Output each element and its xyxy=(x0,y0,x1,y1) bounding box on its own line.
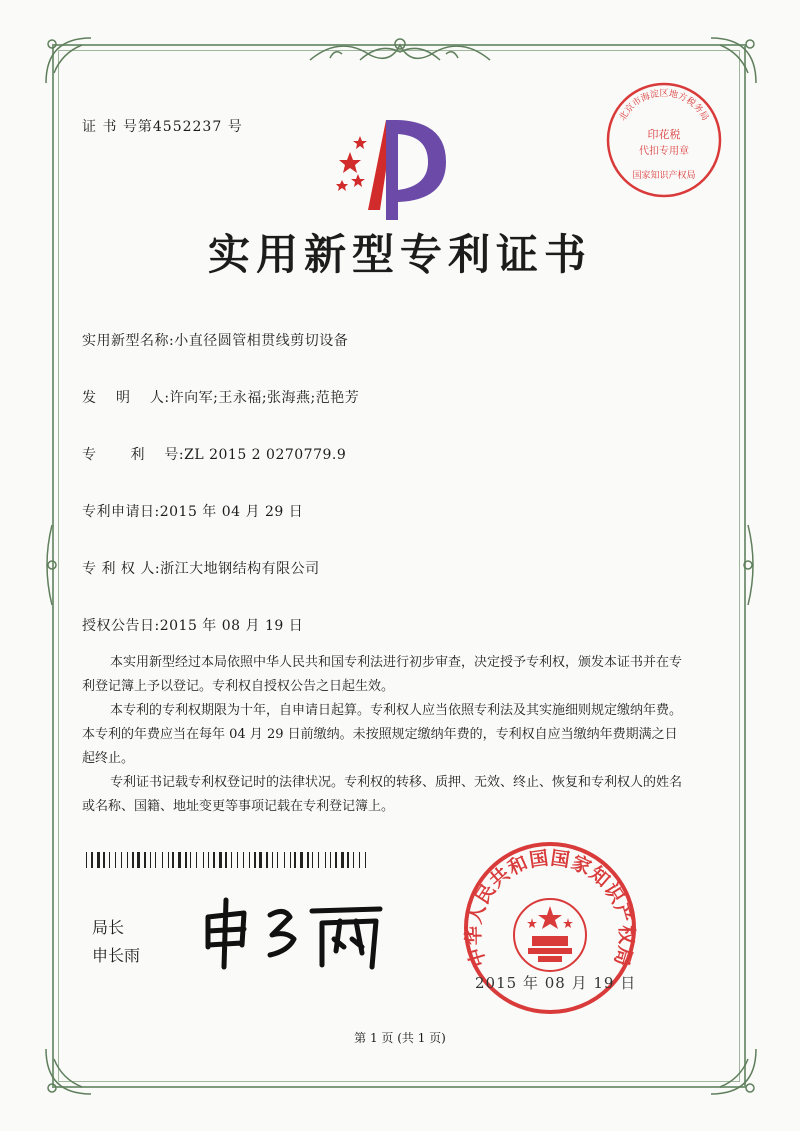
signatory-name: 申长雨 xyxy=(92,946,141,965)
field-label: 专 利 号: xyxy=(82,447,185,463)
signatory-title: 局长 xyxy=(92,918,125,937)
field-value: 浙江大地钢结构有限公司 xyxy=(160,561,320,577)
field-label: 授权公告日: xyxy=(82,618,160,634)
field-utility-model-name xyxy=(82,330,348,350)
field-application-date xyxy=(82,501,303,521)
svg-text:代扣专用章: 代扣专用章 xyxy=(639,146,689,157)
field-label: 实用新型名称: xyxy=(82,333,175,349)
page-number: 第 1 页 (共 1 页) xyxy=(354,1031,446,1045)
field-patent-number xyxy=(82,444,346,464)
field-label: 专 利 权 人: xyxy=(82,561,161,577)
tax-seal-stamp xyxy=(604,80,724,200)
field-patentee xyxy=(82,558,320,578)
national-emblem-icon xyxy=(514,899,586,971)
patent-office-logo-icon xyxy=(328,110,458,230)
paragraph-legal-status: 专利证书记载专利权登记时的法律状况。专利权的转移、质押、无效、终止、恢复和专利权人的姓名或名称、国籍、地址变更等事项记载在专利登记簿上。 xyxy=(82,775,683,814)
field-inventors xyxy=(82,387,359,407)
certificate-number: 证 书 号第4552237 号 xyxy=(82,119,243,135)
paragraph-grant: 本实用新型经过本局依照中华人民共和国专利法进行初步审查，决定授予专利权，颁发本证书并在专利登记簿上予以登记。专利权自授权公告之日起生效。 xyxy=(82,655,683,694)
field-value: ZL 2015 2 0270779.9 xyxy=(184,447,347,463)
svg-text:中华人民共和国国家知识产权局: 中华人民共和国国家知识产权局 xyxy=(462,847,638,970)
top-ornament-icon xyxy=(300,30,500,70)
document-title: 实用新型专利证书 xyxy=(207,230,592,279)
corner-ornament-icon xyxy=(36,1044,96,1104)
field-value: 2015 年 04 月 29 日 xyxy=(159,504,304,520)
side-ornament-icon xyxy=(736,520,760,610)
barcode-icon xyxy=(86,852,371,868)
paragraph-term: 本专利的专利权期限为十年，自申请日起算。专利权人应当依照专利法及其实施细则规定缴纳年费。本专利的年费应当在每年 04 月 29 日前缴纳。未按照规定缴纳年费的，专利权自应当缴纳年费期满之日起终止。 xyxy=(82,703,683,766)
corner-ornament-icon xyxy=(706,28,766,88)
handwritten-signature xyxy=(200,895,390,975)
field-label: 发 明 人: xyxy=(82,390,170,406)
seal-date: 2015 年 08 月 19 日 xyxy=(475,974,637,992)
field-grant-date xyxy=(82,615,303,635)
field-value: 许向军;王永福;张海燕;范艳芳 xyxy=(169,390,360,406)
field-value: 小直径圆管相贯线剪切设备 xyxy=(174,333,349,349)
svg-text:北京市海淀区地方税务局: 北京市海淀区地方税务局 xyxy=(618,89,710,123)
field-value: 2015 年 08 月 19 日 xyxy=(159,618,304,634)
corner-ornament-icon xyxy=(706,1044,766,1104)
side-ornament-icon xyxy=(40,520,64,610)
corner-ornament-icon xyxy=(36,28,96,88)
field-label: 专利申请日: xyxy=(82,504,160,520)
svg-text:印花税: 印花税 xyxy=(647,128,681,141)
svg-text:国家知识产权局: 国家知识产权局 xyxy=(632,171,696,181)
